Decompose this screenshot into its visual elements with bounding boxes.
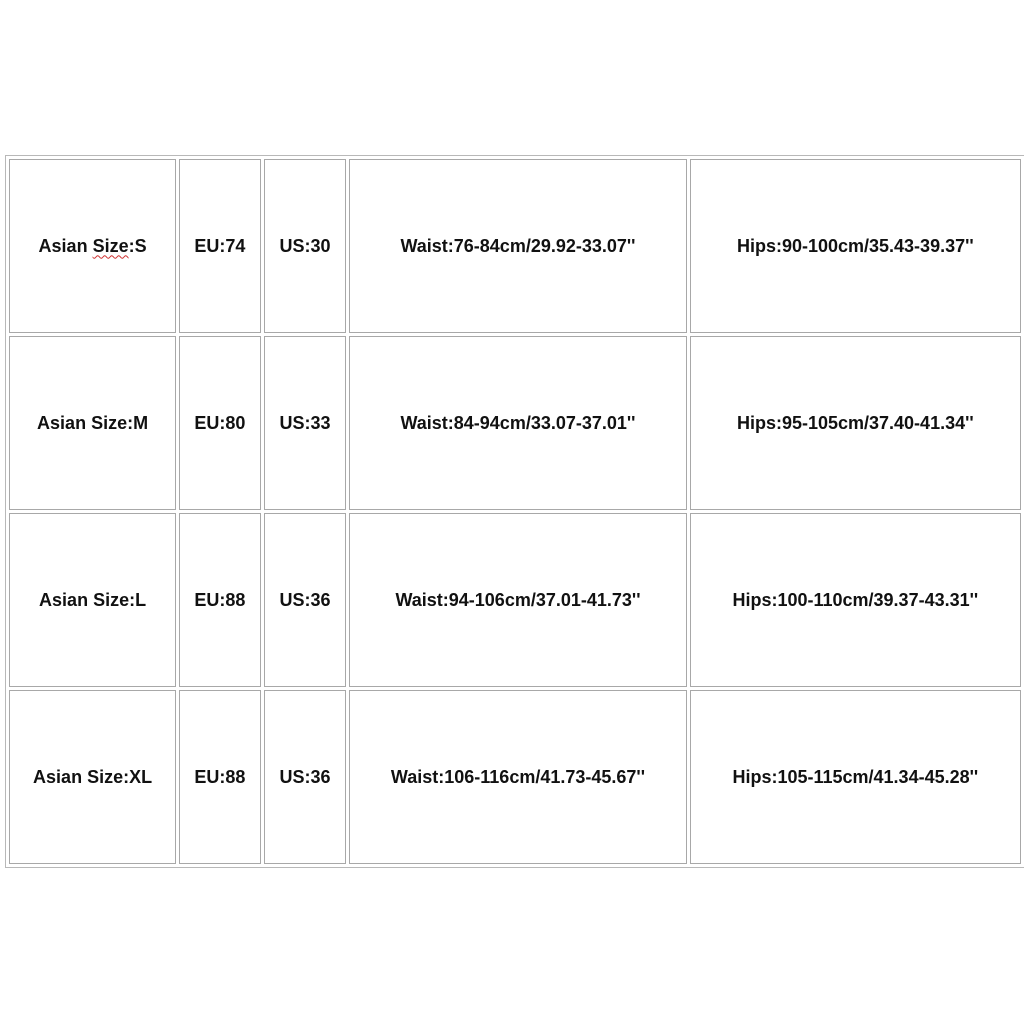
- asian-size-word: Size: [92, 235, 129, 256]
- asian-size-prefix: Asian: [37, 412, 92, 433]
- asian-size-cell: [9, 159, 176, 333]
- table-row: [9, 513, 1021, 687]
- us-size-cell: US:30: [264, 159, 347, 333]
- size-chart-table: [5, 155, 1024, 868]
- table-row: [9, 690, 1021, 864]
- eu-size-cell: EU:88: [179, 513, 261, 687]
- us-size-cell: US:36: [264, 513, 347, 687]
- asian-size-prefix: Asian: [39, 589, 94, 610]
- hips-cell: Hips:95-105cm/37.40-41.34'': [690, 336, 1021, 510]
- asian-size-word: Size: [93, 589, 130, 610]
- eu-size-cell: EU:80: [179, 336, 261, 510]
- asian-size-prefix: Asian: [33, 766, 88, 787]
- asian-size-prefix: Asian: [38, 235, 93, 256]
- hips-cell: Hips:105-115cm/41.34-45.28'': [690, 690, 1021, 864]
- asian-size-value: :S: [128, 235, 147, 256]
- hips-cell: Hips:100-110cm/39.37-43.31'': [690, 513, 1021, 687]
- asian-size-value: :L: [129, 589, 147, 610]
- asian-size-cell: [9, 690, 176, 864]
- asian-size-value: :XL: [123, 766, 153, 787]
- waist-cell: Waist:84-94cm/33.07-37.01'': [349, 336, 686, 510]
- asian-size-cell: [9, 513, 176, 687]
- eu-size-cell: EU:74: [179, 159, 261, 333]
- hips-cell: Hips:90-100cm/35.43-39.37'': [690, 159, 1021, 333]
- asian-size-cell: [9, 336, 176, 510]
- waist-cell: Waist:76-84cm/29.92-33.07'': [349, 159, 686, 333]
- us-size-cell: US:33: [264, 336, 347, 510]
- us-size-cell: US:36: [264, 690, 347, 864]
- asian-size-word: Size: [91, 412, 128, 433]
- table-row: [9, 336, 1021, 510]
- table-row: [9, 159, 1021, 333]
- eu-size-cell: EU:88: [179, 690, 261, 864]
- asian-size-value: :M: [127, 412, 149, 433]
- asian-size-word: Size: [87, 766, 124, 787]
- waist-cell: Waist:94-106cm/37.01-41.73'': [349, 513, 686, 687]
- waist-cell: Waist:106-116cm/41.73-45.67'': [349, 690, 686, 864]
